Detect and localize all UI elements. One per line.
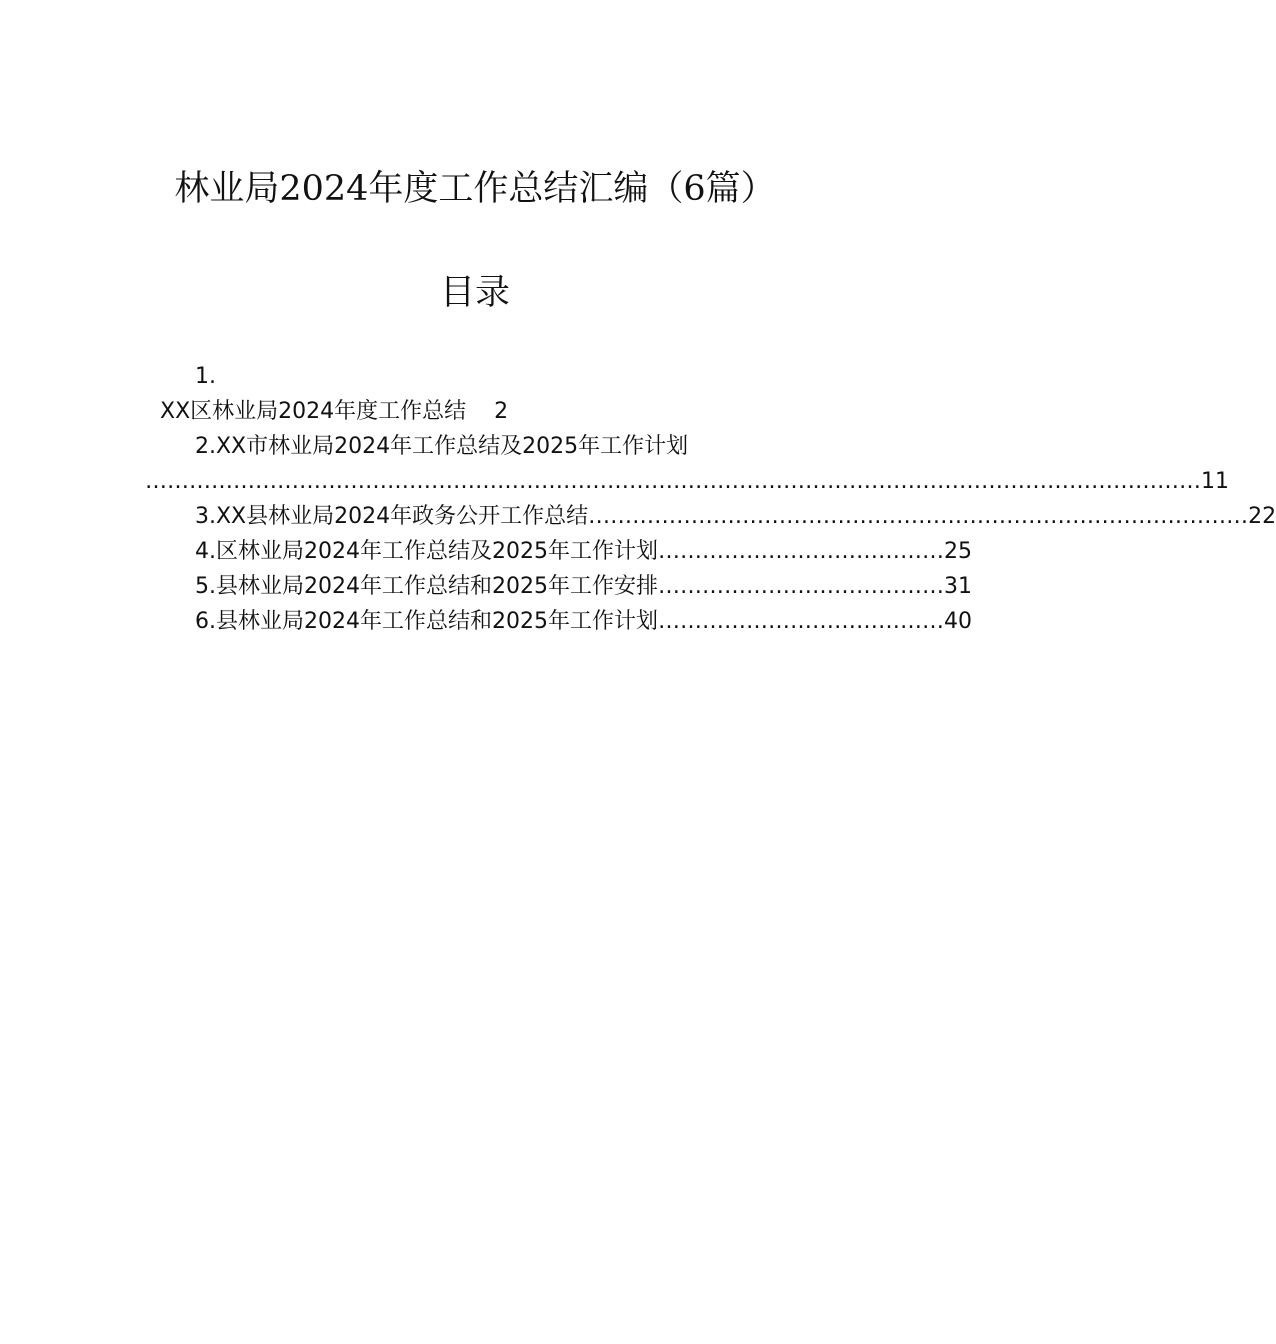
toc-item-6-label: 6.县林业局2024年工作总结和2025年工作计划 xyxy=(195,609,658,634)
toc-item-6-page: 40 xyxy=(943,609,972,634)
toc-item-3-page: 22 xyxy=(1248,504,1276,529)
toc-item-1[interactable] xyxy=(160,397,508,427)
document-title: 林业局2024年度工作总结汇编（6篇） xyxy=(174,169,776,209)
toc-item-2-page: 11 xyxy=(1201,469,1229,494)
toc-item-4-page: 25 xyxy=(943,539,972,564)
toc-item-4-label: 4.区林业局2024年工作总结及2025年工作计划 xyxy=(195,539,658,564)
toc-item-3[interactable] xyxy=(195,502,1276,532)
dot-leader: ……………………………………………………………………………… xyxy=(588,504,1249,529)
toc-item-5-label: 5.县林业局2024年工作总结和2025年工作安排 xyxy=(195,574,658,599)
toc-item-5[interactable] xyxy=(195,572,972,602)
toc-item-6[interactable] xyxy=(195,607,972,637)
toc-item-3-label: 3.XX县林业局2024年政务公开工作总结 xyxy=(195,504,589,529)
toc-item-1-number: 1. xyxy=(195,364,216,389)
toc-item-1-page: 2 xyxy=(494,399,509,424)
toc-item-2-leader-line xyxy=(145,467,1229,497)
dot-leader: ………………………………… xyxy=(657,609,944,634)
toc-item-4[interactable] xyxy=(195,537,972,567)
dot-leader: ………………………………… xyxy=(657,539,944,564)
dot-leader: ……………………………………………………………………………………………………………………………… xyxy=(145,469,1201,494)
toc-heading: 目录 xyxy=(439,273,510,313)
toc-item-5-page: 31 xyxy=(943,574,972,599)
dot-leader: ………………………………… xyxy=(657,574,944,599)
toc-item-2[interactable]: 2.XX市林业局2024年工作总结及2025年工作计划 xyxy=(195,434,689,459)
toc-item-1-label: XX区林业局2024年度工作总结 xyxy=(160,399,467,424)
